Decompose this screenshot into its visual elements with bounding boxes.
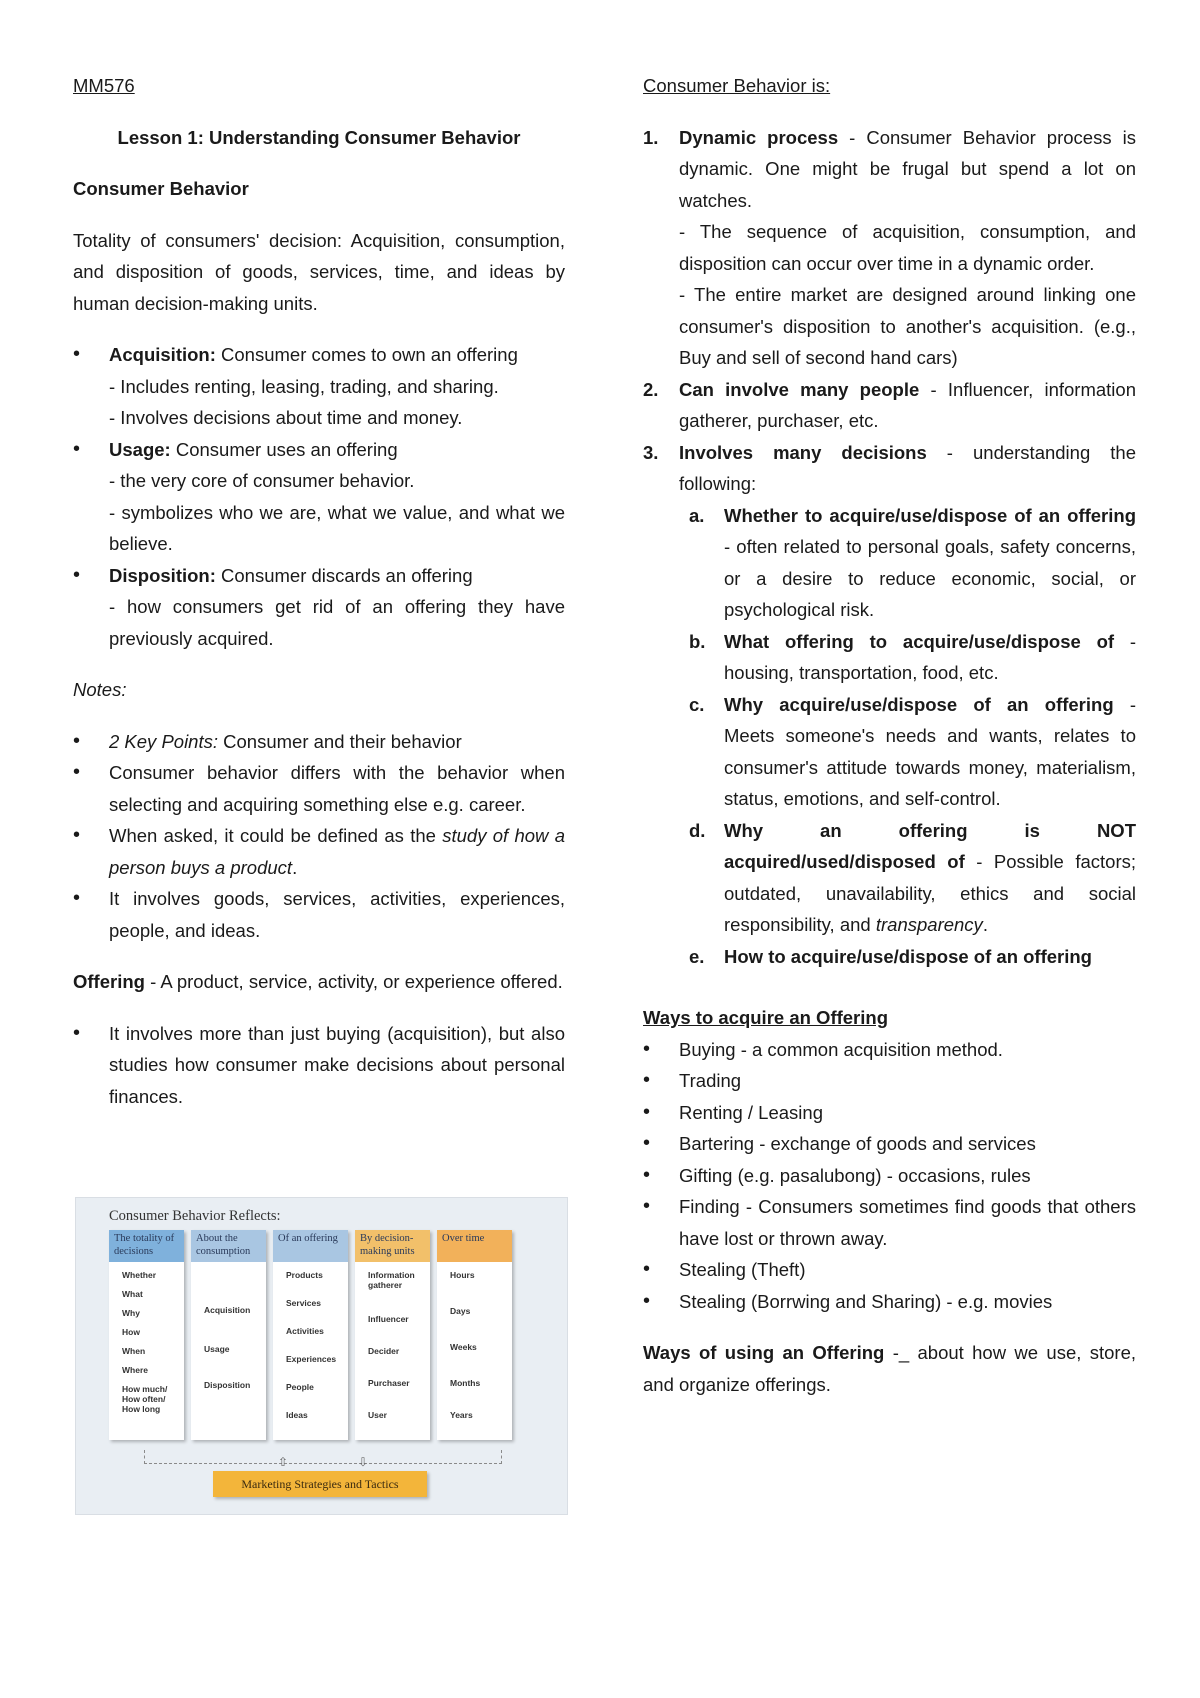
term: What offering to acquire/use/dispose of: [724, 630, 1115, 652]
note-end: .: [292, 856, 298, 878]
figure-item: Usage: [204, 1344, 230, 1354]
term-text: - Meets someone's needs and wants, relates to consumer's attitude towards money, materialism, status, emotions, and self-control.: [724, 693, 1136, 809]
figure-item: Products: [286, 1270, 323, 1280]
list-letter: b.: [689, 630, 706, 652]
list-item: [73, 726, 565, 758]
decisions-list: [679, 500, 1136, 973]
list-item: • Finding - Consumers sometimes find goods that others have lost or thrown away.: [643, 1191, 1136, 1254]
using-text: -_ about how we use, store, and organize offerings.: [643, 1342, 1137, 1395]
list-item: [73, 560, 565, 655]
list-item: [73, 820, 565, 883]
term: Whether to acquire/use/dispose of an offering: [724, 504, 1136, 526]
term-text: - Possible factors; outdated, unavailability, ethics and social responsibility, and: [724, 851, 1136, 935]
list-item: [73, 757, 565, 820]
figure-column-header: The totality of decisions: [109, 1230, 184, 1262]
list-letter: e.: [689, 945, 705, 967]
figure-column-time: [437, 1230, 512, 1440]
term-text: - understanding the following:: [679, 441, 1136, 494]
term: Involves many decisions: [679, 441, 927, 463]
figure-banner: Marketing Strategies and Tactics: [213, 1471, 427, 1497]
list-item: • Gifting (e.g. pasalubong) - occasions, rules: [643, 1160, 1136, 1192]
list-item: • Trading: [643, 1065, 1136, 1097]
acquire-list: [643, 1034, 1136, 1318]
offering-term: Offering: [73, 971, 145, 992]
term-text: Consumer comes to own an offering: [215, 344, 518, 365]
list-item: [73, 1018, 565, 1113]
figure-item: Disposition: [204, 1380, 251, 1390]
lesson-title: Lesson 1: Understanding Consumer Behavior: [117, 126, 521, 148]
term-text: - Influencer, information gatherer, purchaser, etc.: [679, 378, 1136, 431]
list-letter: d.: [689, 819, 706, 841]
figure-item: Acquisition: [204, 1305, 251, 1315]
offering-list: [73, 1018, 565, 1113]
figure-item: Days: [450, 1306, 471, 1316]
sub-item: - The sequence of acquisition, consumption, and disposition can occur over time in a dynamic order.: [679, 221, 1136, 274]
term-end: .: [982, 914, 988, 935]
list-letter: c.: [689, 693, 705, 715]
sub-item: - how consumers get rid of an offering they have previously acquired.: [109, 596, 565, 649]
figure-item: Months: [450, 1378, 481, 1388]
components-list: [73, 339, 565, 654]
term-text: - often related to personal goals, safety concerns, or a desire to reduce economic, social, or psychological risk.: [724, 536, 1136, 620]
list-number: 3.: [643, 441, 659, 463]
right-column: [643, 70, 1136, 1400]
sub-item: - Involves decisions about time and money.: [109, 407, 463, 428]
sub-item: - the very core of consumer behavior.: [109, 470, 415, 491]
list-item: • Stealing (Borrwing and Sharing) - e.g. movies: [643, 1286, 1136, 1318]
section-title: Consumer Behavior: [73, 178, 249, 199]
offering-text: - A product, service, activity, or experience offered.: [144, 971, 563, 992]
figure-item: Services: [286, 1298, 321, 1308]
list-item: • Buying - a common acquisition method.: [643, 1034, 1136, 1066]
using-term: Ways of using an Offering: [643, 1342, 885, 1363]
figure-column-offering: [273, 1230, 348, 1440]
list-item: [679, 500, 1136, 626]
definition-paragraph: Totality of consumers' decision: Acquisition, consumption, and disposition of goods, services, time, and ideas by human decision-making units.: [73, 229, 565, 314]
figure-item: Ideas: [286, 1410, 308, 1420]
list-item: [679, 815, 1136, 941]
offering-paragraph: [73, 966, 565, 998]
list-item: [73, 883, 565, 946]
list-number: 2.: [643, 378, 659, 400]
figure-item: What: [122, 1289, 143, 1299]
term: Why an offering is NOT acquired/used/disposed of: [724, 819, 1136, 872]
term: Dynamic process: [679, 126, 839, 148]
behavior-list: [643, 122, 1136, 973]
left-column: [73, 70, 565, 1112]
list-number: 1.: [643, 126, 659, 148]
figure-connector: [144, 1450, 502, 1464]
list-letter: a.: [689, 504, 705, 526]
list-item: [679, 689, 1136, 815]
list-item: [73, 434, 565, 560]
figure-column-header: About the consumption: [191, 1230, 266, 1262]
figure-column-header: By decision-making units: [355, 1230, 430, 1262]
term: Usage:: [109, 438, 171, 460]
figure-item: Where: [122, 1365, 148, 1375]
figure-item: Activities: [286, 1326, 324, 1336]
note-text: When asked, it could be defined as the: [109, 825, 443, 846]
course-code: MM576: [73, 75, 135, 96]
figure-item: Weeks: [450, 1342, 477, 1352]
figure-item: Whether: [122, 1270, 156, 1280]
figure-item: How: [122, 1327, 140, 1337]
note-emphasis: study of how a person buys a product: [109, 825, 565, 878]
acquire-heading: Ways to acquire an Offering: [643, 1007, 888, 1028]
figure-item: Experiences: [286, 1354, 337, 1364]
term-text: - Consumer Behavior process is dynamic. One might be frugal but spend a lot on watches.: [679, 126, 1136, 211]
figure-item: Years: [450, 1410, 473, 1420]
list-item: [73, 339, 565, 434]
up-arrow-icon: ⇧: [278, 1455, 289, 1469]
figure-item: Influencer: [368, 1314, 409, 1324]
list-item: [643, 437, 1136, 973]
note-text: Consumer and their behavior: [218, 730, 462, 752]
right-heading: Consumer Behavior is:: [643, 75, 831, 96]
note-key: 2 Key Points:: [109, 730, 219, 752]
term: Can involve many people: [679, 378, 920, 400]
figure-item: Purchaser: [368, 1378, 410, 1388]
term: Why acquire/use/dispose of an offering: [724, 693, 1114, 715]
term-text: - housing, transportation, food, etc.: [724, 630, 1136, 683]
consumer-behavior-figure: [75, 1197, 568, 1515]
figure-item: Why: [122, 1308, 140, 1318]
figure-item: People: [286, 1382, 314, 1392]
term: Acquisition:: [109, 344, 216, 365]
figure-column-consumption: [191, 1230, 266, 1440]
figure-title: Consumer Behavior Reflects:: [109, 1208, 281, 1224]
figure-column-decision-units: [355, 1230, 430, 1440]
term-text: Consumer discards an offering: [215, 564, 473, 586]
figure-item: Decider: [368, 1346, 400, 1356]
figure-column-decisions: [109, 1230, 184, 1440]
list-item: [643, 122, 1136, 374]
using-paragraph: [643, 1337, 1136, 1400]
figure-item: How much/ How often/ How long: [122, 1384, 168, 1414]
figure-item: When: [122, 1346, 146, 1356]
sub-item: - Includes renting, leasing, trading, and sharing.: [109, 375, 499, 397]
offering-bullet-text: It involves more than just buying (acquisition), but also studies how consumer make decisions about personal finances.: [109, 1022, 565, 1107]
figure-column-header: Over time: [437, 1230, 512, 1262]
term: Disposition:: [109, 564, 216, 586]
list-item: [679, 626, 1136, 689]
list-item: • Stealing (Theft): [643, 1254, 1136, 1286]
term: How to acquire/use/dispose of an offering: [724, 945, 1092, 967]
term-text: Consumer uses an offering: [170, 438, 398, 460]
note-text: It involves goods, services, activities, experiences, people, and ideas.: [109, 888, 565, 941]
figure-item: Information gatherer: [368, 1270, 415, 1290]
figure-column-header: Of an offering: [273, 1230, 348, 1262]
notes-label: Notes:: [73, 679, 127, 700]
notes-list: [73, 726, 565, 947]
figure-item: Hours: [450, 1270, 475, 1280]
sub-item: - symbolizes who we are, what we value, and what we believe.: [109, 501, 565, 554]
list-item: • Bartering - exchange of goods and services: [643, 1128, 1136, 1160]
term-emphasis: transparency: [875, 914, 983, 935]
sub-item: - The entire market are designed around linking one consumer's disposition to another's acquisition. (e.g., Buy and sell of second hand cars): [679, 284, 1136, 368]
note-text: Consumer behavior differs with the behavior when selecting and acquiring something else e.g. career.: [109, 762, 565, 815]
list-item: • Renting / Leasing: [643, 1097, 1136, 1129]
down-arrow-icon: ⇩: [358, 1455, 369, 1469]
figure-item: User: [368, 1410, 387, 1420]
list-item: [679, 941, 1136, 973]
list-item: [643, 374, 1136, 437]
